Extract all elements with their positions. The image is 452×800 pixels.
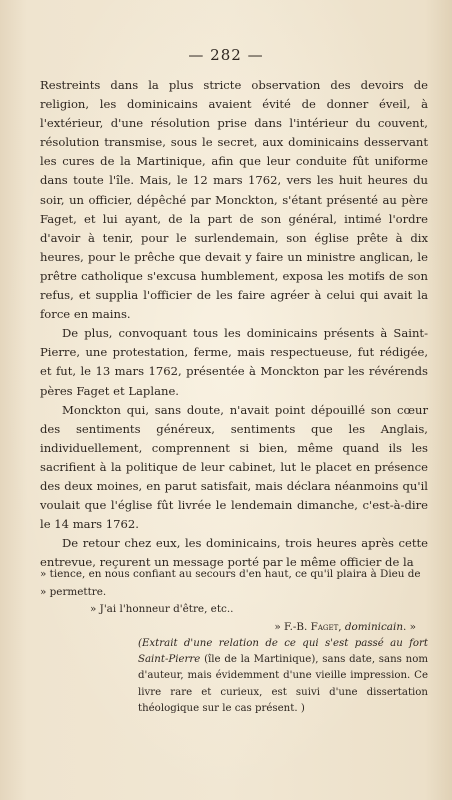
paragraph: De retour chez eux, les dominicains, trois heures après cette entrevue, reçurent un message porté par le même officier de la bbox=[40, 536, 428, 570]
paragraph: De plus, convoquant tous les dominicains présents à Saint-Pierre, une protestation, ferme, mais respectueuse, fut rédigée, et fut, le 13 mars 1762, présentée à Monckton par les révérends pères Faget et Laplane. bbox=[40, 326, 428, 398]
source-italic: (Extrait d'une relation de ce qui s'est passé au fort Saint-Pierre bbox=[138, 638, 428, 666]
paragraph: Monckton qui, sans doute, n'avait point dépouillé son cœur des sentiments généreux, sentiments que les Anglais, individuellement, comprennent si bien, même quand ils les sacrifient à la politique de leur cabinet, lut le placet en présence des deux moines, en parut satisfait, mais déclara néanmoins qu'il voulait que l'église fût livrée le lendemain dimanche, c'est-à-dire le 14 mars 1762. bbox=[40, 402, 428, 532]
quote-signature: » F.-B. Faget, dominicain. » bbox=[274, 620, 416, 633]
signature-name: Faget bbox=[310, 620, 339, 633]
letter-quote bbox=[40, 566, 428, 636]
signature-title: dominicain bbox=[344, 620, 404, 633]
quote-line: » tience, en nous confiant au secours d'en haut, ce qu'il plaira à Dieu de bbox=[40, 568, 421, 580]
main-text bbox=[40, 76, 428, 572]
source-note bbox=[138, 636, 428, 717]
signature-suffix: . » bbox=[403, 620, 416, 633]
signature-prefix: » F.-B. bbox=[274, 620, 311, 633]
paragraph: Restreints dans la plus stricte observation des devoirs de religion, les dominicains avaient évité de donner éveil, à l'extérieur, d'une résolution prise dans l'intérieur du couvent, résolution transmise, sous le secret, aux dominicains desservant les cures de la Martinique, afin que leur conduite fût uniforme dans toute l'île. Mais, le 12 mars 1762, vers les huit heures du soir, un officier, dépêché par Monckton, s'étant présenté au père Faget, et lui ayant, de la part de son général, intimé l'ordre d'avoir à tenir, pour le surlendemain, son église prête à dix heures, pour le prêche que devait y faire un ministre anglican, le prêtre catholique s'excusa humblement, exposa les motifs de son refus, et supplia l'officier de les faire agréer à celui qui avait la force en mains. bbox=[40, 78, 428, 322]
quote-signoff: » J'ai l'honneur d'être, etc.. bbox=[90, 603, 234, 615]
quote-line: » permettre. bbox=[40, 585, 107, 598]
page-number: — 282 — bbox=[188, 46, 264, 64]
source-plain: (île de la Martinique), sans date, sans nom d'auteur, mais évidemment d'une vieille impression. Ce livre rare et curieux, est suivi d'une dissertation théologique sur le cas présent. ) bbox=[138, 654, 428, 714]
